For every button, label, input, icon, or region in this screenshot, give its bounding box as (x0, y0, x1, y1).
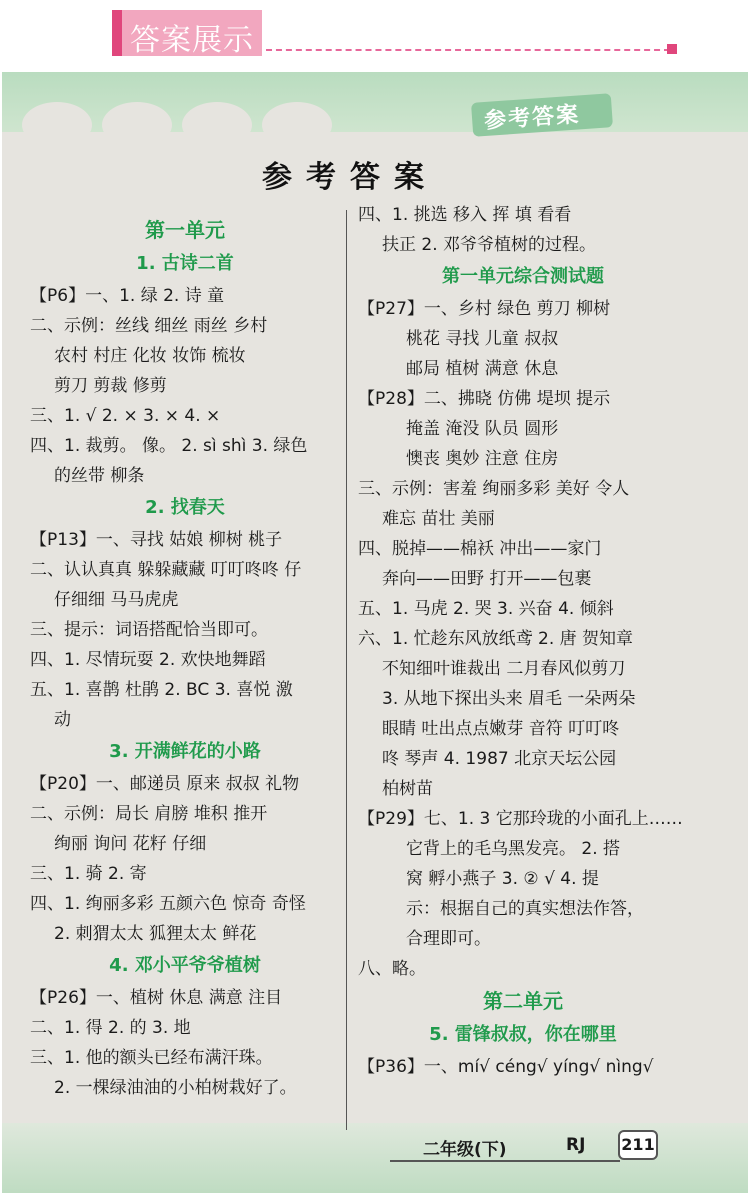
answer-line: 咚 琴声 4. 1987 北京天坛公园 (382, 749, 617, 769)
answer-line: 【P26】一、植树 休息 满意 注目 (30, 988, 283, 1008)
answer-line: 仔细细 马马虎虎 (54, 590, 179, 610)
answer-line: 它背上的毛乌黑发亮。 2. 搭 (406, 839, 621, 859)
answer-line: 四、1. 尽情玩耍 2. 欢快地舞蹈 (30, 650, 266, 670)
unit-heading: 第二单元 (483, 989, 563, 1013)
answer-line: 的丝带 柳条 (54, 466, 145, 486)
cloud-icon (182, 102, 252, 148)
answer-line: 绚丽 询问 花籽 仔细 (54, 834, 207, 854)
answer-line: 四、1. 挑选 移入 挥 填 看看 (358, 205, 572, 225)
answer-line: 四、脱掉——棉袄 冲出——家门 (358, 539, 602, 559)
answer-line: 动 (54, 710, 71, 730)
answer-line: 【P13】一、寻找 姑娘 柳树 桃子 (30, 530, 283, 550)
answer-line: 奔向——田野 打开——包裹 (382, 569, 592, 589)
answer-line: 掩盖 淹没 队员 圆形 (406, 419, 559, 439)
cloud-icon (22, 102, 92, 148)
cloud-icon (102, 102, 172, 148)
answer-line: 二、1. 得 2. 的 3. 地 (30, 1018, 191, 1038)
answer-line: 三、1. 骑 2. 寄 (30, 864, 147, 884)
banner-square-icon (667, 44, 677, 54)
answer-line: 二、示例：局长 肩膀 堆积 推开 (30, 804, 268, 824)
cloud-icon (262, 102, 332, 148)
answer-line: 三、示例：害羞 绚丽多彩 美好 令人 (358, 479, 630, 499)
answer-line: 2. 刺猬太太 狐狸太太 鲜花 (54, 924, 257, 944)
banner-title: 答案展示 (130, 23, 254, 58)
answer-line: 不知细叶谁裁出 二月春风似剪刀 (382, 659, 626, 679)
answer-line: 示：根据自己的真实想法作答， (406, 899, 644, 919)
section-heading: 2. 找春天 (145, 497, 225, 518)
answer-line: 【P20】一、邮递员 原来 叔叔 礼物 (30, 774, 300, 794)
answer-line: 邮局 植树 满意 休息 (406, 359, 559, 379)
answer-line: 二、示例：丝线 细丝 雨丝 乡村 (30, 316, 268, 336)
left-column (30, 213, 340, 1103)
answer-line: 懊丧 奥妙 注意 住房 (406, 449, 559, 469)
answer-banner (112, 10, 262, 56)
right-column (358, 200, 688, 1082)
section-heading: 1. 古诗二首 (136, 253, 234, 274)
answer-line: 难忘 苗壮 美丽 (382, 509, 495, 529)
answer-line: 五、1. 马虎 2. 哭 3. 兴奋 4. 倾斜 (358, 599, 614, 619)
page-title: 参考答案 (262, 160, 438, 195)
banner-dashed-line (266, 49, 670, 51)
section-heading: 4. 邓小平爷爷植树 (109, 955, 261, 976)
answer-line: 四、1. 裁剪。 像。 2. sì shì 3. 绿色 (30, 436, 308, 456)
answer-line: 窝 孵小燕子 3. ② √ 4. 提 (406, 869, 599, 889)
footer-line (390, 1160, 620, 1162)
answer-line: 三、提示：词语搭配恰当即可。 (30, 620, 268, 640)
answer-line: 2. 一棵绿油油的小柏树栽好了。 (54, 1078, 297, 1098)
section-heading: 第一单元综合测试题 (442, 266, 604, 287)
answer-line: 三、1. 他的额头已经布满汗珠。 (30, 1048, 273, 1068)
answer-line: 【P27】一、乡村 绿色 剪刀 柳树 (358, 299, 611, 319)
answer-line: 五、1. 喜鹊 杜鹃 2. BC 3. 喜悦 激 (30, 680, 293, 700)
grade-label: 二年级(下) (423, 1140, 507, 1160)
answer-line: 剪刀 剪裁 修剪 (54, 376, 167, 396)
answer-line: 桃花 寻找 儿童 叔叔 (406, 329, 559, 349)
answer-line: 六、1. 忙趁东风放纸鸢 2. 唐 贺知章 (358, 629, 634, 649)
answer-line: 八、略。 (358, 959, 426, 979)
answer-line: 【P36】一、mí√ céng√ yíng√ nìng√ (358, 1057, 654, 1077)
answer-line: 农村 村庄 化妆 妆饰 梳妆 (54, 346, 246, 366)
edition-label: RJ (566, 1135, 586, 1155)
column-divider (346, 210, 347, 1130)
answer-line: 扶正 2. 邓爷爷植树的过程。 (382, 235, 597, 255)
answer-line: 【P29】七、1. 3 它那玲珑的小面孔上…… (358, 809, 683, 829)
answer-line: 四、1. 绚丽多彩 五颜六色 惊奇 奇怪 (30, 894, 306, 914)
section-heading: 3. 开满鲜花的小路 (109, 741, 261, 762)
answer-line: 二、认认真真 躲躲藏藏 叮叮咚咚 仔 (30, 560, 302, 580)
unit-heading: 第一单元 (145, 218, 225, 242)
answer-line: 合理即可。 (406, 929, 491, 949)
section-heading: 5. 雷锋叔叔，你在哪里 (429, 1024, 617, 1045)
answer-line: 三、1. √ 2. × 3. × 4. × (30, 406, 221, 426)
answer-line: 眼睛 吐出点点嫩芽 音符 叮叮咚 (382, 719, 620, 739)
page-number: 211 (618, 1130, 658, 1160)
answer-line: 柏树苗 (382, 779, 433, 799)
answer-line: 【P28】二、拂晓 仿佛 堤坝 提示 (358, 389, 611, 409)
ribbon-label: 参考答案 (483, 102, 581, 135)
answer-line: 【P6】一、1. 绿 2. 诗 童 (30, 286, 225, 306)
answer-line: 3. 从地下探出头来 眉毛 一朵两朵 (382, 689, 636, 709)
